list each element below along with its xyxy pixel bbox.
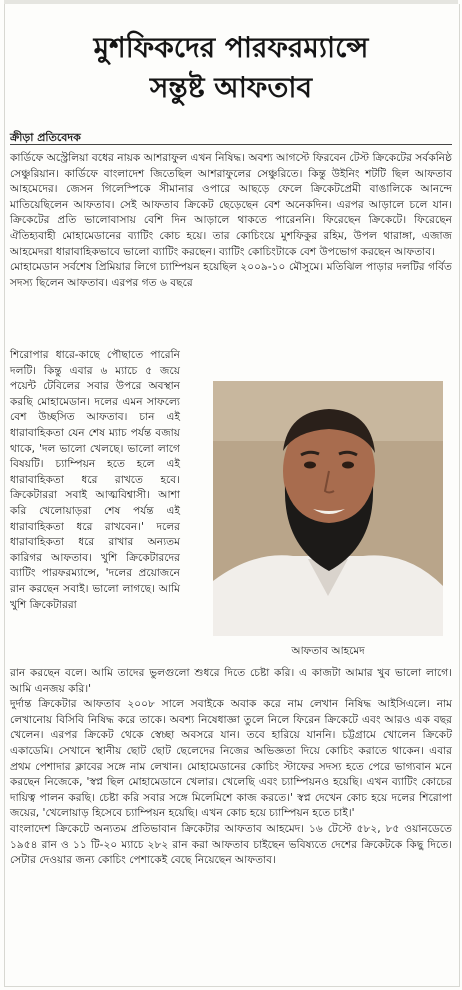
paragraph-1: কার্ডিফে অস্ট্রেলিয়া বধের নায়ক আশরাফুল এখন নিষিদ্ধ। অবশ্য আগস্টে ফিরবেন টেস্ট ক্রিকেটের সর্বকনিষ্ঠ সেঞ্চুরিয়ান। কার্ডিফে বাংলাদেশ জিতেছিল আশরাফুলের সেঞ্চুরিতে। কিন্তু উইনিং শটটি ছিল আফতাব আহমেদের। জেসন গিলেস্পিকে সীমানার ওপারে আছড়ে ফেলে ক্রিকেটপ্রেমী বাঙালিকে আনন্দে মাতিয়েছিলেন আফতাব। সেই আফতাব ক্রিকেট ছেড়েছেন বেশ অনেকদিন। এরপর আড়ালে চলে যান। ক্রিকেটের প্রতি ভালোবাসায় বেশি দিন আড়ালে থাকতে পারেননি। ফিরেছেন ক্রিকেটে। ফিরেছেন ঐতিহ্যবাহী মোহামেডানের ব্যাটিং কোচ হয়ে। তার কোচিংয়ে মুশফিকুর রহিম, উপল থারাঙ্গা, এজাজ আহমেদরা ধারাবাহিকভাবে ভালো ব্যাটিং করছেন। ব্যাটিং কোচিংটাকে বেশ উপভোগ করছেন আফতাব। (10, 152, 452, 258)
paragraph-2-end: রান করছেন বলে। আমি তাদের ভুলগুলো শুধরে দিতে চেষ্টা করি। এ কাজটা আমার খুব ভালো লাগে। আমি এনজয় করি।' (10, 667, 452, 695)
paragraph-2-wrap: শিরোপার ধারে-কাছে পৌছাতে পারেনি দলটি। কিন্তু এবার ৬ ম্যাচে ৫ জয়ে পয়েন্ট টেবিলের সবার উপরে অবস্থান করছি মোহামেডান। দলের এমন সাফল্যে বেশ উচ্ছসিত আফতাব। চান এই ধারাবাহিকতা যেন শেষ ম্যাচ পর্যন্ত বজায় থাকে, 'দল ভালো খেলছে। ভালো লাগে বিষয়টি। চ্যাম্পিয়ন হতে হলে এই ধারাবাহিকতা ধরে রাখতে হবে। ক্রিকেটাররা সবাই আত্মবিশ্বাসী। আশা করি খেলোয়াড়রা শেষ পর্যন্ত এই ধারাবাহিকতা ধরে রাখবেন।' দলের ধারাবাহিকতা ধরে রাখার অন্যতম কারিগর আফতাব। খুশি ক্রিকেটারদের ব্যাটিং পারফরম্যান্সে, 'দলের প্রয়োজনে রান করছেন সবাই। ভালো লাগছে। আমি খুশি ক্রিকেটাররা (10, 349, 180, 611)
byline-rule (10, 144, 452, 145)
paragraph-3: দুর্দান্ত ক্রিকেটার আফতাব ২০০৮ সালে সবাইকে অবাক করে নাম লেখান নিষিদ্ধ আইসিএলে। নাম লেখানোয় বিসিবি নিষিদ্ধ করে তাকে। অবশ্য নিষেধাজ্ঞা তুলে নিলে ফিরেন ক্রিকেটে এবং আরও এক বছর খেলেন। এরপর ক্রিকেট থেকে স্বেচ্ছা অবসরে যান। তবে হারিয়ে যাননি। চট্টগ্রামে খোলেন ক্রিকেট একাডেমি। সেখানে স্থানীয় ছোট ছোট ছেলেদের নিজের অভিজ্ঞতা দিয়ে কোচিং করাতে থাকেন। এবার প্রথম পেশাদার ক্লাবের সঙ্গে নাম লেখান। মোহামেডানের কোচিং স্টাফের সদস্য হতে পেরে ভাগ্যবান মনে করছেন নিজেকে, 'স্বপ্ন ছিল মোহামেডানে খেলার। খেলেছি এবং চ্যাম্পিয়নও হয়েছি। এখন ব্যাটিং কোচের দায়িত্ব পালন করছি। চেষ্টা করি সবার সঙ্গে মিলেমিশে কাজ করতে।' স্বপ্ন দেখেন কোচ হয়ে দলের শিরোপা জয়ের, 'খেলোয়াড় হিসেবে চ্যাম্পিয়ন হয়েছি। এখন কোচ হয়ে চ্যাম্পিয়ন হতে চাই।' (10, 698, 452, 820)
headline-line-2: সন্তুষ্ট আফতাব (149, 71, 313, 104)
article-column-wrap (10, 348, 180, 613)
portrait-illustration (213, 381, 443, 636)
byline: ক্রীড়া প্রতিবেদক (10, 131, 81, 144)
headline (0, 28, 462, 108)
article-body-bottom (10, 666, 452, 869)
headline-line-1: মুশফিকদের পারফরম্যান্সে (93, 31, 369, 64)
article-body-top (10, 151, 452, 291)
paragraph-2-start: মোহামেডান সর্বশেষ প্রিমিয়ার লিগে চ্যাম্পিয়ন হয়েছিল ২০০৯-১০ মৌসুমে। মতিঝিল পাড়ার দলটির গর্বিত সদস্য ছিলেন আফতাব। এরপর গত ৬ বছরে (10, 261, 452, 289)
paragraph-4: বাংলাদেশ ক্রিকেটে অন্যতম প্রতিভাবান ক্রিকেটার আফতাব আহমেদ। ১৬ টেস্টে ৫৮২, ৮৫ ওয়ানডেতে ১৯৫৪ রান ও ১১ টি-২০ ম্যাচে ২৮২ রান করা আফতাব চাইছেন ভবিষ্যতে দেশের ক্রিকেটকে কিছু দিতে। সেটার দেওয়ার জন্য কোচিং পেশাকেই বেছে নিয়েছেন আফতাব। (10, 822, 452, 867)
photo-aftab-ahmed (213, 381, 443, 636)
photo-caption: আফতাব আহমেদ (291, 645, 365, 657)
